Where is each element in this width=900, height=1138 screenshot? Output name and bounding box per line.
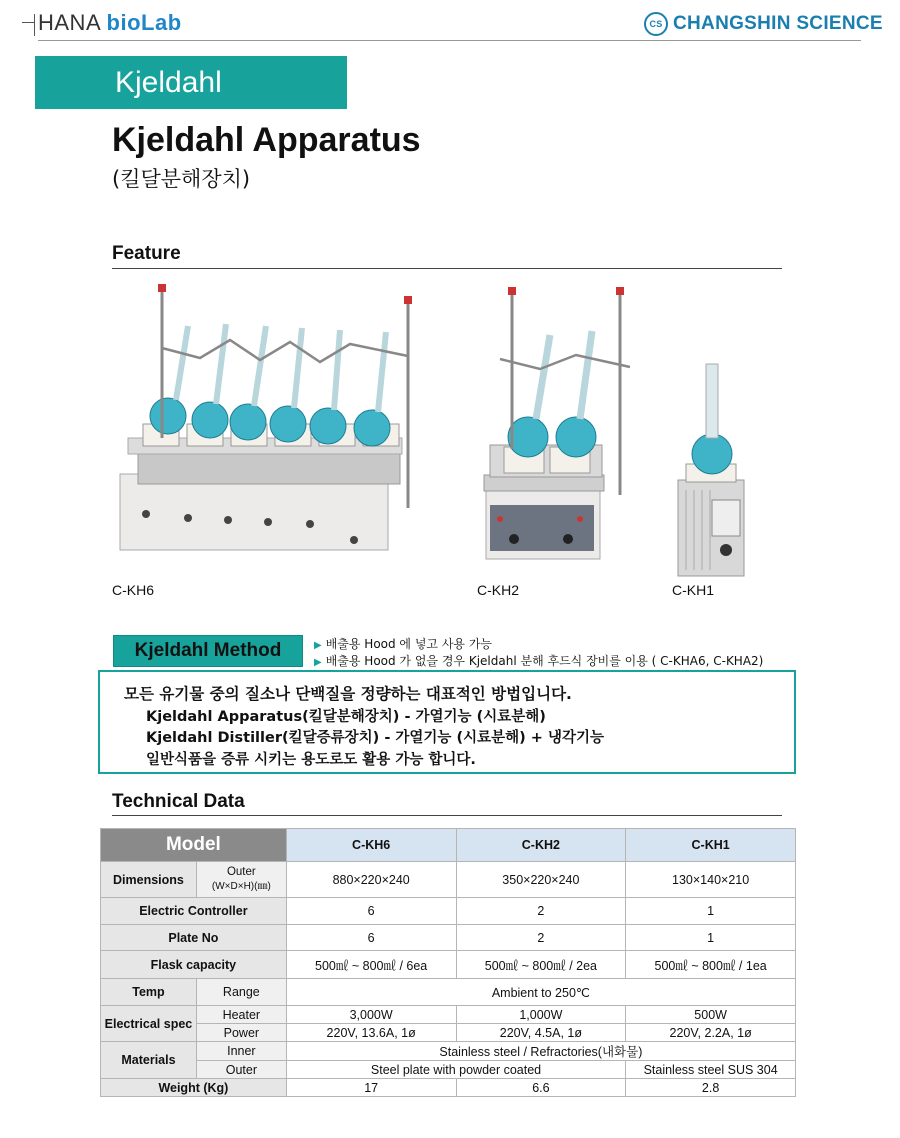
method-bullet-1	[314, 635, 492, 652]
row-label-electrical: Electrical spec	[101, 1006, 197, 1042]
header-deco-line	[22, 22, 34, 23]
cell-value: 1,000W	[456, 1006, 626, 1024]
method-bullet-1-text: 배출용 Hood 에 넣고 사용 가능	[325, 637, 493, 651]
row-sub-outer: Outer	[196, 1061, 286, 1079]
cell-value: 2	[456, 925, 626, 951]
triangle-bullet-icon: ▶	[314, 657, 322, 668]
table-row	[101, 1024, 796, 1042]
table-row	[101, 979, 796, 1006]
row-label-flask: Flask capacity	[101, 951, 287, 979]
row-label-weight: Weight (Kg)	[101, 1079, 287, 1097]
cell-value: Stainless steel / Refractories(내화물)	[286, 1042, 795, 1061]
model-col-c-kh1: C-KH1	[626, 829, 796, 862]
cell-value: 6	[286, 898, 456, 925]
cell-value: 220V, 2.2A, 1ø	[626, 1024, 796, 1042]
cell-value: 350×220×240	[456, 862, 626, 898]
row-label-plate: Plate No	[101, 925, 287, 951]
row-sub-power: Power	[196, 1024, 286, 1042]
brand-changshin-text: CHANGSHIN SCIENCE	[673, 13, 883, 35]
cell-value: Stainless steel SUS 304	[626, 1061, 796, 1079]
header-rule	[38, 40, 861, 41]
feature-heading: Feature	[112, 243, 181, 264]
row-label-temp: Temp	[101, 979, 197, 1006]
dimensions-sub-outer: Outer	[226, 866, 256, 878]
row-label-dimensions: Dimensions	[101, 862, 197, 898]
cell-value: Ambient to 250℃	[286, 979, 795, 1006]
cell-value: 220V, 4.5A, 1ø	[456, 1024, 626, 1042]
cell-value: 880×220×240	[286, 862, 456, 898]
table-row	[101, 1079, 796, 1097]
model-col-c-kh2: C-KH2	[456, 829, 626, 862]
row-sub-inner: Inner	[196, 1042, 286, 1061]
brand-hana-biolab	[38, 10, 182, 36]
cell-value: 500W	[626, 1006, 796, 1024]
triangle-bullet-icon: ▶	[314, 640, 322, 651]
dimensions-sub-unit: (W×D×H)(㎜)	[211, 881, 271, 892]
row-sub-range: Range	[196, 979, 286, 1006]
feature-rule	[112, 268, 782, 269]
table-row	[101, 925, 796, 951]
cell-value: 1	[626, 925, 796, 951]
cell-value: 17	[286, 1079, 456, 1097]
header-deco-tick	[34, 14, 35, 36]
changshin-logo-icon: CS	[644, 12, 668, 36]
technical-data-heading: Technical Data	[112, 791, 245, 812]
category-banner: Kjeldahl	[35, 56, 347, 109]
product-image-c-kh2	[480, 285, 640, 580]
cell-value: 500㎖ ~ 800㎖ / 6ea	[286, 951, 456, 979]
cell-value: 3,000W	[286, 1006, 456, 1024]
method-description-line-4: 일반식품을 증류 시키는 용도로도 활용 가능 합니다.	[146, 752, 476, 768]
method-bullet-2-text: 배출용 Hood 가 없을 경우 Kjeldahl 분해 후드식 장비를 이용 ( C-KHA6, C-KHA2)	[325, 654, 764, 668]
cell-value: 2	[456, 898, 626, 925]
product-image-c-kh1	[672, 360, 752, 580]
table-row	[101, 1061, 796, 1079]
row-label-materials: Materials	[101, 1042, 197, 1079]
spec-table	[100, 828, 796, 1097]
cell-value: 2.8	[626, 1079, 796, 1097]
table-row	[101, 898, 796, 925]
row-sub-heater: Heater	[196, 1006, 286, 1024]
brand-changshin	[644, 12, 883, 36]
product-label-c-kh6: C-KH6	[112, 582, 155, 598]
cell-value: 6.6	[456, 1079, 626, 1097]
page-subtitle: (킬달분해장치)	[112, 167, 251, 191]
cell-value: Steel plate with powder coated	[286, 1061, 625, 1079]
page-title: Kjeldahl Apparatus	[112, 121, 421, 159]
row-label-controller: Electric Controller	[101, 898, 287, 925]
method-bullet-2	[314, 652, 763, 669]
brand-biolab-text: bioLab	[106, 10, 182, 35]
row-sub-dimensions	[196, 862, 286, 898]
method-label: Kjeldahl Method	[113, 635, 303, 667]
table-row	[101, 951, 796, 979]
cell-value: 130×140×210	[626, 862, 796, 898]
model-col-c-kh6: C-KH6	[286, 829, 456, 862]
method-description-line-1: 모든 유기물 중의 질소나 단백질을 정량하는 대표적인 방법입니다.	[124, 685, 572, 703]
cell-value: 6	[286, 925, 456, 951]
technical-data-rule	[112, 815, 782, 816]
product-label-c-kh1: C-KH1	[672, 582, 715, 598]
product-image-c-kh6	[110, 278, 440, 578]
table-row	[101, 1042, 796, 1061]
table-row	[101, 829, 796, 862]
model-header: Model	[101, 829, 287, 862]
table-row	[101, 862, 796, 898]
cell-value: 1	[626, 898, 796, 925]
cell-value: 500㎖ ~ 800㎖ / 1ea	[626, 951, 796, 979]
cell-value: 500㎖ ~ 800㎖ / 2ea	[456, 951, 626, 979]
method-description-line-3: Kjeldahl Distiller(킬달증류장치) - 가열기능 (시료분해) + 냉각기능	[146, 730, 605, 746]
brand-hana-text: HANA	[38, 10, 107, 35]
product-label-c-kh2: C-KH2	[477, 582, 520, 598]
cell-value: 220V, 13.6A, 1ø	[286, 1024, 456, 1042]
method-description-line-2: Kjeldahl Apparatus(킬달분해장치) - 가열기능 (시료분해)	[146, 709, 546, 725]
table-row	[101, 1006, 796, 1024]
